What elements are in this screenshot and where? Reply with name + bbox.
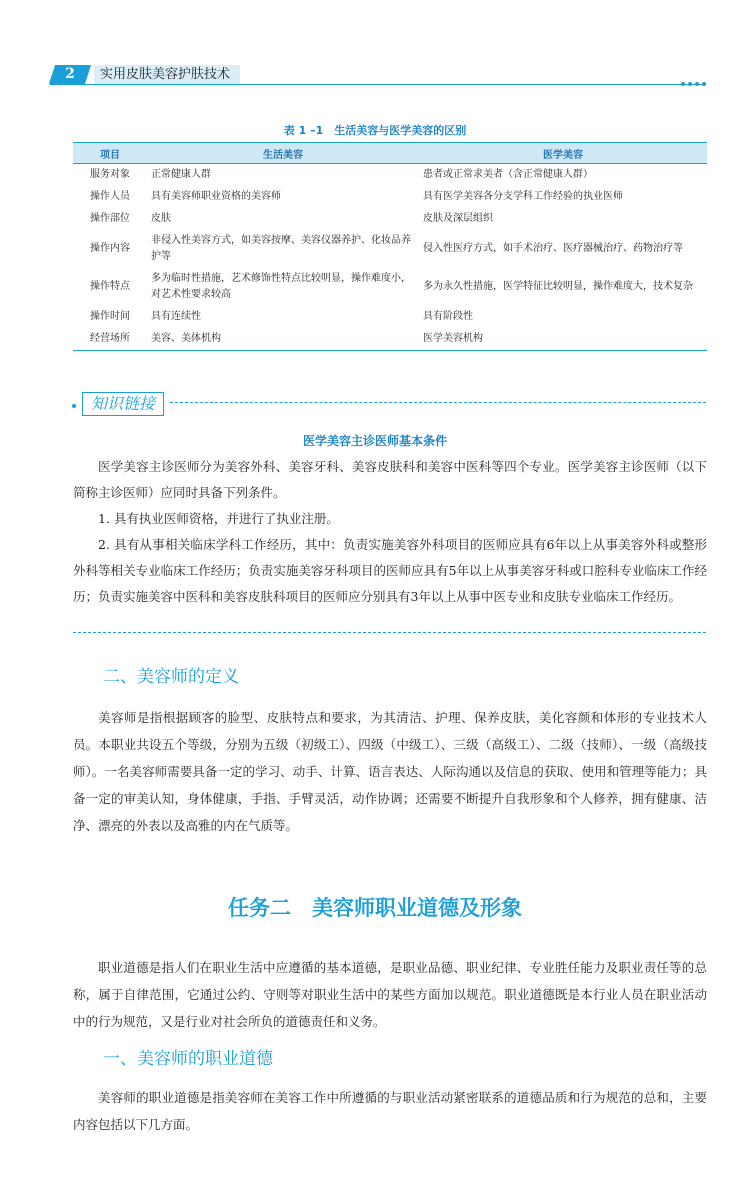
task-paragraph: 职业道德是指人们在职业生活中应遵循的基本道德，是职业品德、职业纪律、专业胜任能力及职业责任等的总称，属于自律范围，它通过公约、守则等对职业生活中的某些方面加以规范。职业道德既是本行业人员在职业活动中的行为规范，又是行业对社会所负的道德责任和义务。	[73, 960, 707, 1029]
table-cell: 侵入性医疗方式，如手术治疗、医疗器械治疗、药物治疗等	[423, 243, 683, 254]
knowledge-link-title: 医学美容主诊医师基本条件	[302, 434, 447, 448]
knowledge-paragraph: 2. 具有从事相关临床学科工作经历，其中：负责实施美容外科项目的医师应具有6年以上从事美容外科或整形外科等相关专业临床工作经历；负责实施美容牙科项目的医师应具有5年以上从事美容牙科或口腔科专业临床工作经历；负责实施美容中医科和美容皮肤科项目的医师应分别具有3年以上从事中医专业和皮肤专业临床工作经历。	[73, 537, 707, 604]
table-cell: 多为永久性措施，医学特征比较明显，操作难度大，技术复杂	[423, 281, 693, 292]
table-cell-item: 服务对象	[90, 169, 130, 180]
page-number: 2	[65, 66, 75, 82]
table-cell-item: 操作时间	[90, 311, 130, 322]
table-cell-item: 经营场所	[73, 328, 147, 351]
table-cell: 非侵入性美容方式，如美容按摩、美容仪器养护、化妆品养护等	[151, 235, 411, 262]
table-cell: 多为临时性措施，艺术修饰性特点比较明显，操作难度小，对艺术性要求较高	[151, 273, 411, 300]
column-header: 医学美容	[419, 143, 707, 164]
ethics-paragraph: 美容师的职业道德是指美容师在美容工作中所遵循的与职业活动紧密联系的道德品质和行为规范的总和，主要内容包括以下几方面。	[73, 1090, 707, 1132]
header-rule	[50, 84, 706, 85]
section-heading: 二、美容师的定义	[103, 667, 239, 687]
knowledge-link-bottom-rule	[73, 632, 706, 633]
comparison-table	[73, 142, 707, 351]
table-row	[73, 306, 707, 328]
knowledge-link-body	[73, 454, 707, 610]
knowledge-link-top-rule	[170, 402, 706, 403]
section-heading: 一、美容师的职业道德	[103, 1049, 273, 1069]
table-cell-item: 操作人员	[90, 191, 130, 202]
book-title: 实用皮肤美容护肤技术	[94, 65, 240, 84]
column-header: 生活美容	[147, 143, 419, 164]
table-cell-item: 操作特点	[90, 281, 130, 292]
knowledge-paragraph: 医学美容主诊医师分为美容外科、美容牙科、美容皮肤科和美容中医科等四个专业。医学美容主诊医师（以下简称主诊医师）应同时具备下列条件。	[73, 459, 707, 500]
table-cell: 正常健康人群	[151, 169, 211, 180]
knowledge-link-badge: 知识链接	[82, 392, 164, 416]
table-row	[73, 268, 707, 306]
table-header-row	[73, 143, 707, 164]
table-cell-item: 操作内容	[90, 243, 130, 254]
knowledge-paragraph: 1. 具有执业医师资格，并进行了执业注册。	[98, 511, 339, 526]
table-row	[73, 164, 707, 187]
table-cell: 医学美容机构	[419, 328, 707, 351]
table-cell: 具有医学美容各分支学科工作经验的执业医师	[423, 191, 623, 202]
ethics-body	[73, 1084, 707, 1138]
table-cell: 美容、美体机构	[147, 328, 419, 351]
table-cell: 患者或正常求美者（含正常健康人群）	[423, 169, 593, 180]
table-cell: 具有阶段性	[423, 311, 473, 322]
task-heading: 任务二 美容师职业道德及形象	[228, 895, 522, 920]
table-row	[73, 230, 707, 268]
table-cell-item: 操作部位	[90, 213, 130, 224]
definition-paragraph: 美容师是指根据顾客的脸型、皮肤特点和要求，为其清洁、护理、保养皮肤，美化容颜和体形的专业技术人员。本职业共设五个等级，分别为五级（初级工）、四级（中级工）、三级（高级工）、二级（技师）、一级（高级技师）。一名美容师需要具备一定的学习、动手、计算、语言表达、人际沟通以及信息的获取、使用和管理等能力；具备一定的审美认知，身体健康，手指、手臂灵活，动作协调；还需要不断提升自我形象和个人修养，拥有健康、洁净、漂亮的外表以及高雅的内在气质等。	[73, 710, 707, 833]
task-body	[73, 954, 707, 1035]
table-row	[73, 186, 707, 208]
definition-body	[73, 704, 707, 839]
table-caption: 表 1 –1 生活美容与医学美容的区别	[283, 124, 467, 137]
header-dots	[681, 82, 706, 86]
table-cell: 皮肤	[151, 213, 171, 224]
page-number-badge	[49, 65, 91, 84]
table-cell: 皮肤及深层组织	[423, 213, 493, 224]
table-cell: 具有美容师职业资格的美容师	[151, 191, 281, 202]
table-row	[73, 208, 707, 230]
table-cell: 具有连续性	[151, 311, 201, 322]
table-row	[73, 328, 707, 351]
column-header: 项目	[73, 143, 147, 164]
knowledge-link-dot	[72, 404, 76, 408]
